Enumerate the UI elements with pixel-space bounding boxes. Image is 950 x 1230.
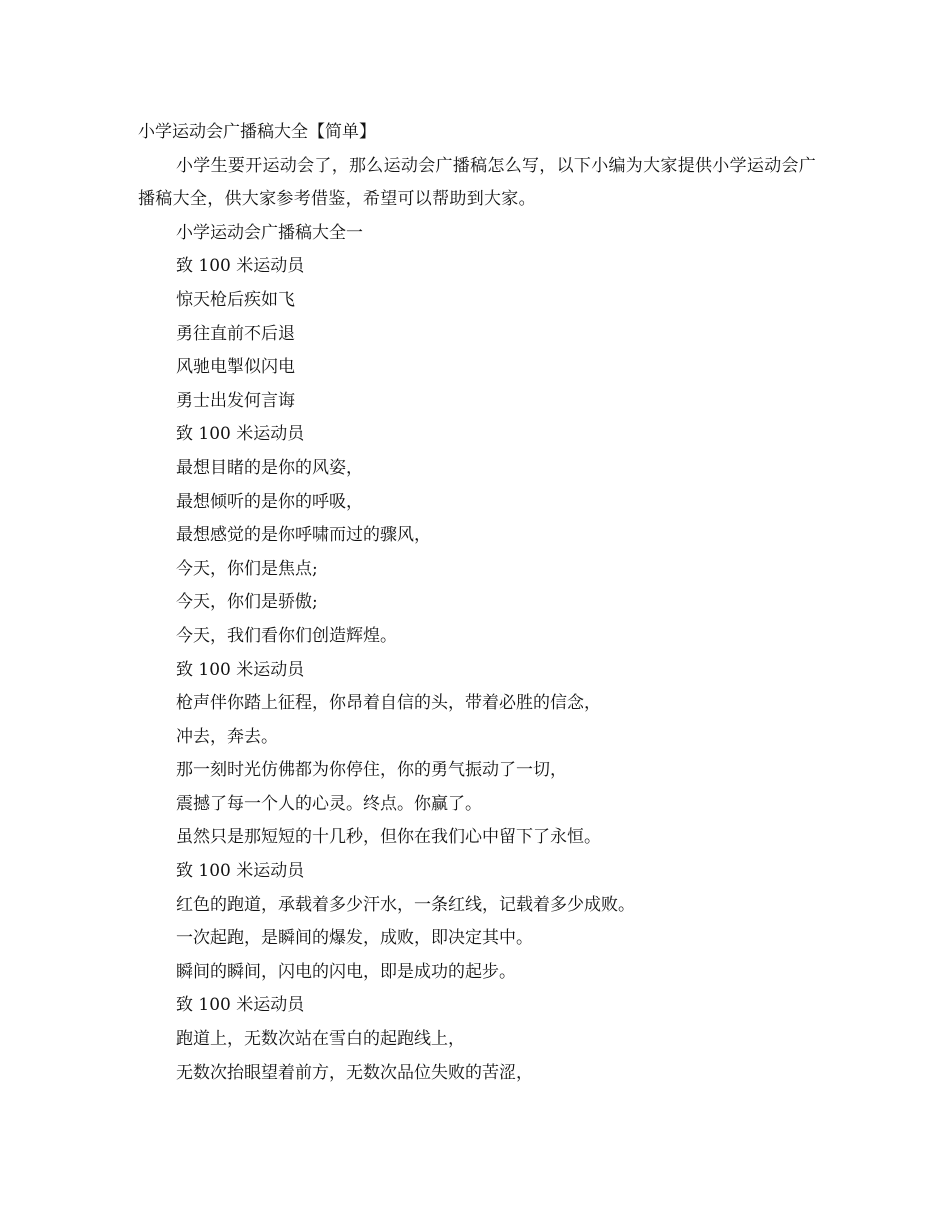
body-line: 致 100 米运动员: [176, 995, 305, 1016]
body-line: 致 100 米运动员: [176, 424, 305, 445]
body-line: 风驰电掣似闪电: [176, 357, 295, 378]
body-line: 无数次抬眼望着前方，无数次品位失败的苦涩，: [176, 1062, 533, 1083]
body-line: 致 100 米运动员: [176, 659, 305, 680]
body-line: 红色的跑道，承载着多少汗水，一条红线，记载着多少成败。: [176, 894, 635, 915]
body-line: 今天，你们是焦点;: [176, 558, 318, 579]
body-line: 最想目睹的是你的风姿，: [176, 457, 363, 478]
document-title: 小学运动会广播稿大全【简单】: [138, 122, 376, 142]
body-line: 冲去，奔去。: [176, 726, 278, 747]
document-body: [138, 116, 828, 1090]
body-line: 瞬间的瞬间，闪电的闪电，即是成功的起步。: [176, 961, 516, 982]
body-line: 一次起跑，是瞬间的爆发，成败，即决定其中。: [176, 928, 533, 949]
body-lines: [138, 217, 828, 1090]
body-line: 跑道上，无数次站在雪白的起跑线上，: [176, 1029, 465, 1050]
body-line: 惊天枪后疾如飞: [176, 289, 295, 310]
body-line: 致 100 米运动员: [176, 256, 305, 277]
body-line: 致 100 米运动员: [176, 861, 305, 882]
body-line: 最想倾听的是你的呼吸，: [176, 491, 363, 512]
body-line: 虽然只是那短短的十几秒，但你在我们心中留下了永恒。: [176, 827, 601, 848]
body-line: 今天，我们看你们创造辉煌。: [176, 625, 397, 646]
body-line: 枪声伴你踏上征程，你昂着自信的头，带着必胜的信念，: [176, 693, 601, 714]
body-line: 今天，你们是骄傲;: [176, 592, 318, 613]
intro-paragraph: 小学生要开运动会了，那么运动会广播稿怎么写，以下小编为大家提供小学运动会广播稿大全，供大家参考借鉴，希望可以帮助到大家。: [138, 155, 817, 210]
body-line: 小学运动会广播稿大全一: [176, 222, 363, 243]
body-line: 勇士出发何言诲: [176, 390, 295, 411]
body-line: 最想感觉的是你呼啸而过的骤风，: [176, 525, 431, 546]
body-line: 那一刻时光仿佛都为你停住，你的勇气振动了一切，: [176, 760, 567, 781]
body-line: 勇往直前不后退: [176, 323, 295, 344]
body-line: 震撼了每一个人的心灵。终点。你赢了。: [176, 793, 482, 814]
